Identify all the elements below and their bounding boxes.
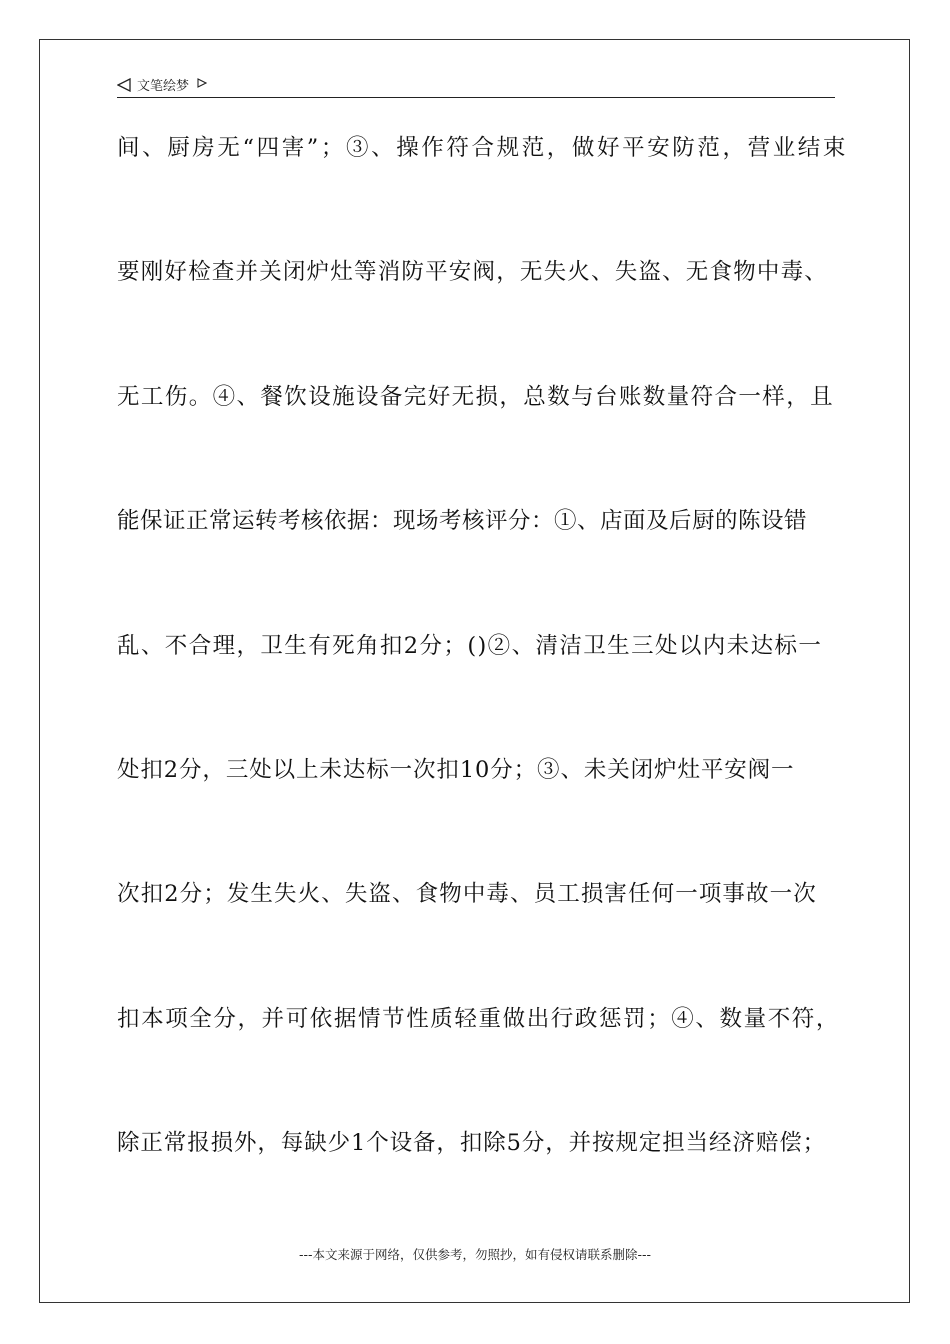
text-line: 乱、不合理，卫生有死角扣2分；()②、清洁卫生三处以内未达标一	[117, 632, 823, 659]
text-line: 能保证正常运转考核依据：现场考核评分：①、店面及后厨的陈设错	[117, 508, 808, 535]
header-title: 文笔绘梦	[137, 79, 190, 94]
page-header	[117, 72, 835, 98]
page-footer: ---本文来源于网络，仅供参考，勿照抄，如有侵权请联系删除---	[298, 1247, 652, 1262]
triangle-right-icon	[197, 78, 207, 88]
text-line: 要刚好检查并关闭炉灶等消防平安阀，无失火、失盗、无食物中毒、	[117, 259, 829, 286]
document-body	[117, 127, 849, 1164]
triangle-left-icon	[117, 78, 131, 92]
text-line: 次扣2分；发生失火、失盗、食物中毒、员工损害任何一项事故一次	[117, 881, 817, 908]
text-line: 处扣2分，三处以上未达标一次扣10分；③、未关闭炉灶平安阀一	[117, 756, 795, 783]
text-line: 无工伤。④、餐饮设施设备完好无损，总数与台账数量符合一样，且	[117, 383, 835, 410]
text-line: 间、厨房无“四害”；③、操作符合规范，做好平安防范，营业结束	[117, 135, 849, 161]
text-line: 扣本项全分，并可依据情节性质轻重做出行政惩罚；④、数量不符，	[117, 1005, 841, 1032]
text-line: 除正常报损外，每缺少1个设备，扣除5分，并按规定担当经济赔偿；	[117, 1130, 827, 1157]
